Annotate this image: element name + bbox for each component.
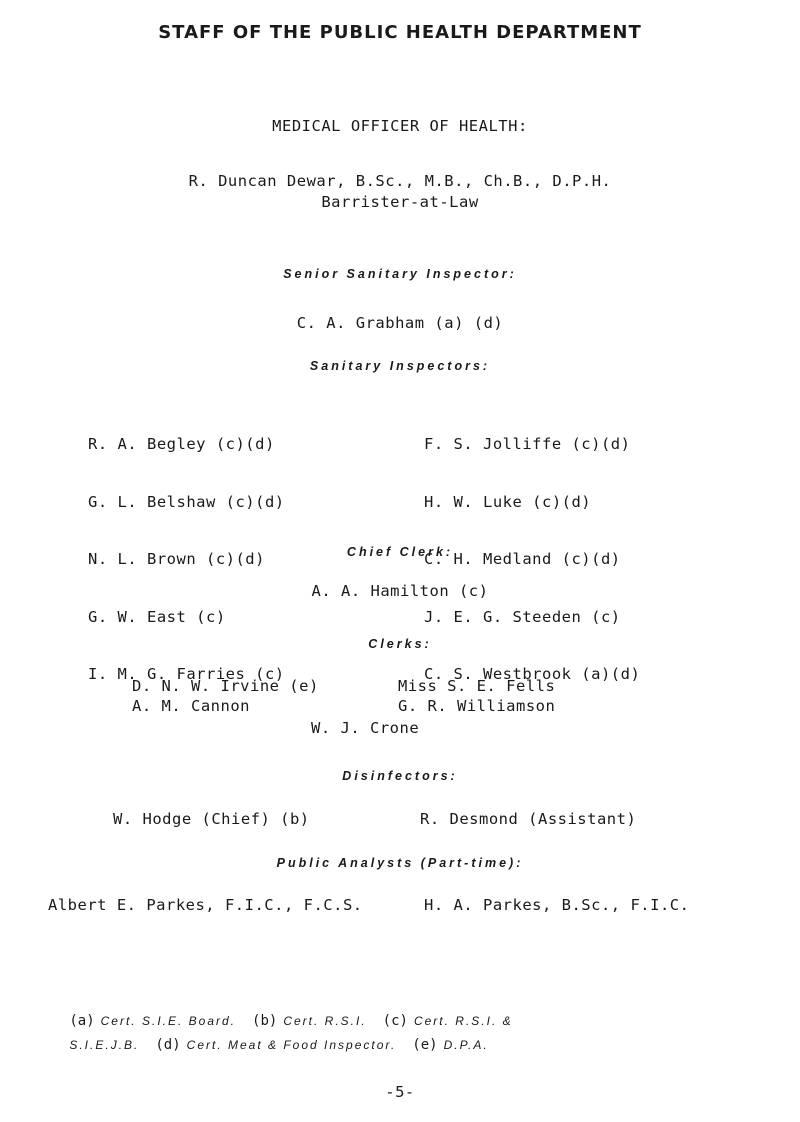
analyst-entry: H. A. Parkes, B.Sc., F.I.C. <box>424 896 690 914</box>
inspector-entry: N. L. Brown (c)(d) <box>88 550 265 568</box>
sanitary-inspectors-heading: Sanitary Inspectors: <box>309 359 491 373</box>
clerk-entry: G. R. Williamson <box>398 697 556 715</box>
clerk-entry: Miss S. E. Fells <box>398 677 556 695</box>
footnotes-line-2 <box>48 1023 505 1067</box>
moh-name: R. Duncan Dewar, B.Sc., M.B., Ch.B., D.P.H. <box>188 172 612 190</box>
page-number: -5- <box>385 1083 415 1101</box>
moh-qualification: Barrister-at-Law <box>321 193 479 211</box>
inspector-entry: J. E. G. Steeden (c) <box>424 607 621 626</box>
inspector-entry: G. W. East (c) <box>88 607 226 626</box>
analyst-entry: Albert E. Parkes, F.I.C., F.C.S. <box>48 896 363 914</box>
clerk-entry: A. M. Cannon <box>132 697 250 715</box>
senior-inspector-heading: Senior Sanitary Inspector: <box>283 267 517 281</box>
inspector-entry: G. L. Belshaw (c)(d) <box>88 492 285 511</box>
footnote-b: (b) Cert. R.S.I. <box>252 1013 367 1029</box>
footnote-e: (e) D.P.A. <box>412 1037 489 1053</box>
footnote-c-continued: S.I.E.J.B. <box>69 1038 140 1052</box>
footnote-a: (a) Cert. S.I.E. Board. <box>69 1013 237 1029</box>
clerk-entry: W. J. Crone <box>311 719 420 737</box>
clerks-heading: Clerks: <box>368 637 432 651</box>
inspector-entry: H. W. Luke (c)(d) <box>424 492 592 511</box>
clerk-entry: D. N. W. Irvine (e) <box>132 677 319 695</box>
moh-heading: MEDICAL OFFICER OF HEALTH: <box>272 117 528 135</box>
inspector-entry: C. S. Westbrook (a)(d) <box>424 665 641 683</box>
footnote-c: (c) Cert. R.S.I. & <box>382 1013 513 1029</box>
inspector-entry: R. A. Begley (c)(d) <box>88 435 275 453</box>
senior-inspector-name: C. A. Grabham (a) (d) <box>296 314 504 332</box>
inspectors-right-column <box>424 398 640 722</box>
inspector-entry: I. M. G. Farries (c) <box>88 665 285 683</box>
disinfectors-heading: Disinfectors: <box>342 769 458 783</box>
inspector-entry: C. H. Medland (c)(d) <box>424 550 621 568</box>
inspector-entry: F. S. Jolliffe (c)(d) <box>424 435 631 453</box>
footnote-d: (d) Cert. Meat & Food Inspector. <box>155 1037 397 1053</box>
chief-clerk-heading: Chief Clerk: <box>346 545 454 559</box>
public-analysts-heading: Public Analysts (Part-time): <box>276 856 524 870</box>
disinfector-entry: R. Desmond (Assistant) <box>420 810 637 828</box>
inspectors-left-column <box>88 398 285 722</box>
disinfector-entry: W. Hodge (Chief) (b) <box>113 810 310 828</box>
chief-clerk-name: A. A. Hamilton (c) <box>311 582 489 600</box>
page-title: STAFF OF THE PUBLIC HEALTH DEPARTMENT <box>158 22 642 43</box>
